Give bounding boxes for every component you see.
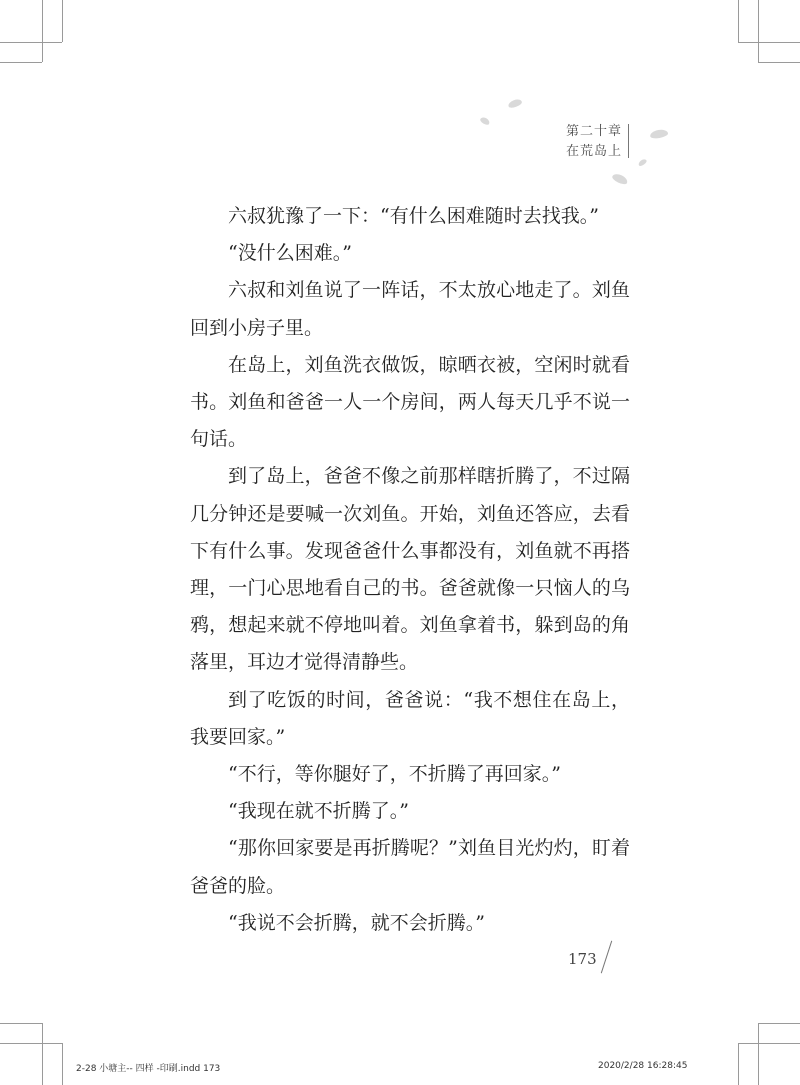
leaf-decoration	[479, 116, 491, 126]
crop-mark	[758, 1023, 800, 1024]
leaf-decoration	[649, 128, 668, 139]
crop-mark	[0, 1043, 62, 1044]
chapter-title: 在荒岛上	[565, 144, 622, 159]
leaf-decoration	[507, 98, 523, 109]
crop-mark	[758, 62, 800, 63]
paragraph: “我说不会折腾，就不会折腾。”	[228, 911, 485, 934]
crop-mark	[738, 1043, 800, 1044]
crop-mark	[0, 1023, 42, 1024]
crop-mark	[62, 0, 63, 42]
crop-mark	[0, 42, 62, 43]
crop-mark	[62, 1043, 63, 1085]
print-slug-file: 2-28 小塘主-- 四样 -印刷.indd 173	[76, 1064, 221, 1074]
header-rule	[628, 124, 629, 158]
crop-mark	[758, 0, 759, 62]
paragraph: 到了岛上，爸爸不像之前那样瞎折腾了，不过隔几分钟还是要喊一次刘鱼。开始，刘鱼还答应，去看下有什么事。发现爸爸什么事都没有，刘鱼就不再搭理，一门心思地看自己的书。爸爸就像一只恼人的乌鸦，想起来就不停地叫着。刘鱼拿着书，躲到岛的角落里，耳边才觉得清静些。	[190, 465, 630, 674]
crop-mark	[738, 1043, 739, 1085]
page-number-slash	[601, 941, 612, 974]
leaf-decoration	[611, 172, 629, 186]
leaf-decoration	[637, 158, 647, 167]
print-slug-timestamp: 2020/2/28 16:28:45	[598, 1061, 688, 1071]
paragraph: “没什么困难。”	[228, 242, 352, 265]
crop-mark	[738, 0, 739, 42]
crop-mark	[738, 42, 800, 43]
crop-mark	[42, 1023, 43, 1085]
crop-mark	[42, 0, 43, 62]
crop-mark	[0, 62, 42, 63]
chapter-header	[540, 122, 622, 162]
chapter-number: 第二十章	[565, 124, 622, 139]
page-number: 173	[568, 950, 597, 968]
paragraph: “不行，等你腿好了，不折腾了再回家。”	[228, 763, 561, 786]
paragraph: “我现在就不折腾了。”	[228, 800, 409, 823]
body-text	[190, 198, 630, 942]
paragraph: “那你回家要是再折腾呢？”刘鱼目光灼灼，盯着爸爸的脸。	[190, 837, 630, 897]
paragraph: 六叔和刘鱼说了一阵话，不太放心地走了。刘鱼回到小房子里。	[190, 279, 630, 339]
paragraph: 在岛上，刘鱼洗衣做饭，晾晒衣被，空闲时就看书。刘鱼和爸爸一人一个房间，两人每天几乎不说一句话。	[190, 353, 630, 451]
paragraph: 六叔犹豫了一下：“有什么困难随时去找我。”	[228, 205, 599, 227]
crop-mark	[758, 1023, 759, 1085]
paragraph: 到了吃饭的时间，爸爸说：“我不想住在岛上，我要回家。”	[190, 688, 630, 748]
